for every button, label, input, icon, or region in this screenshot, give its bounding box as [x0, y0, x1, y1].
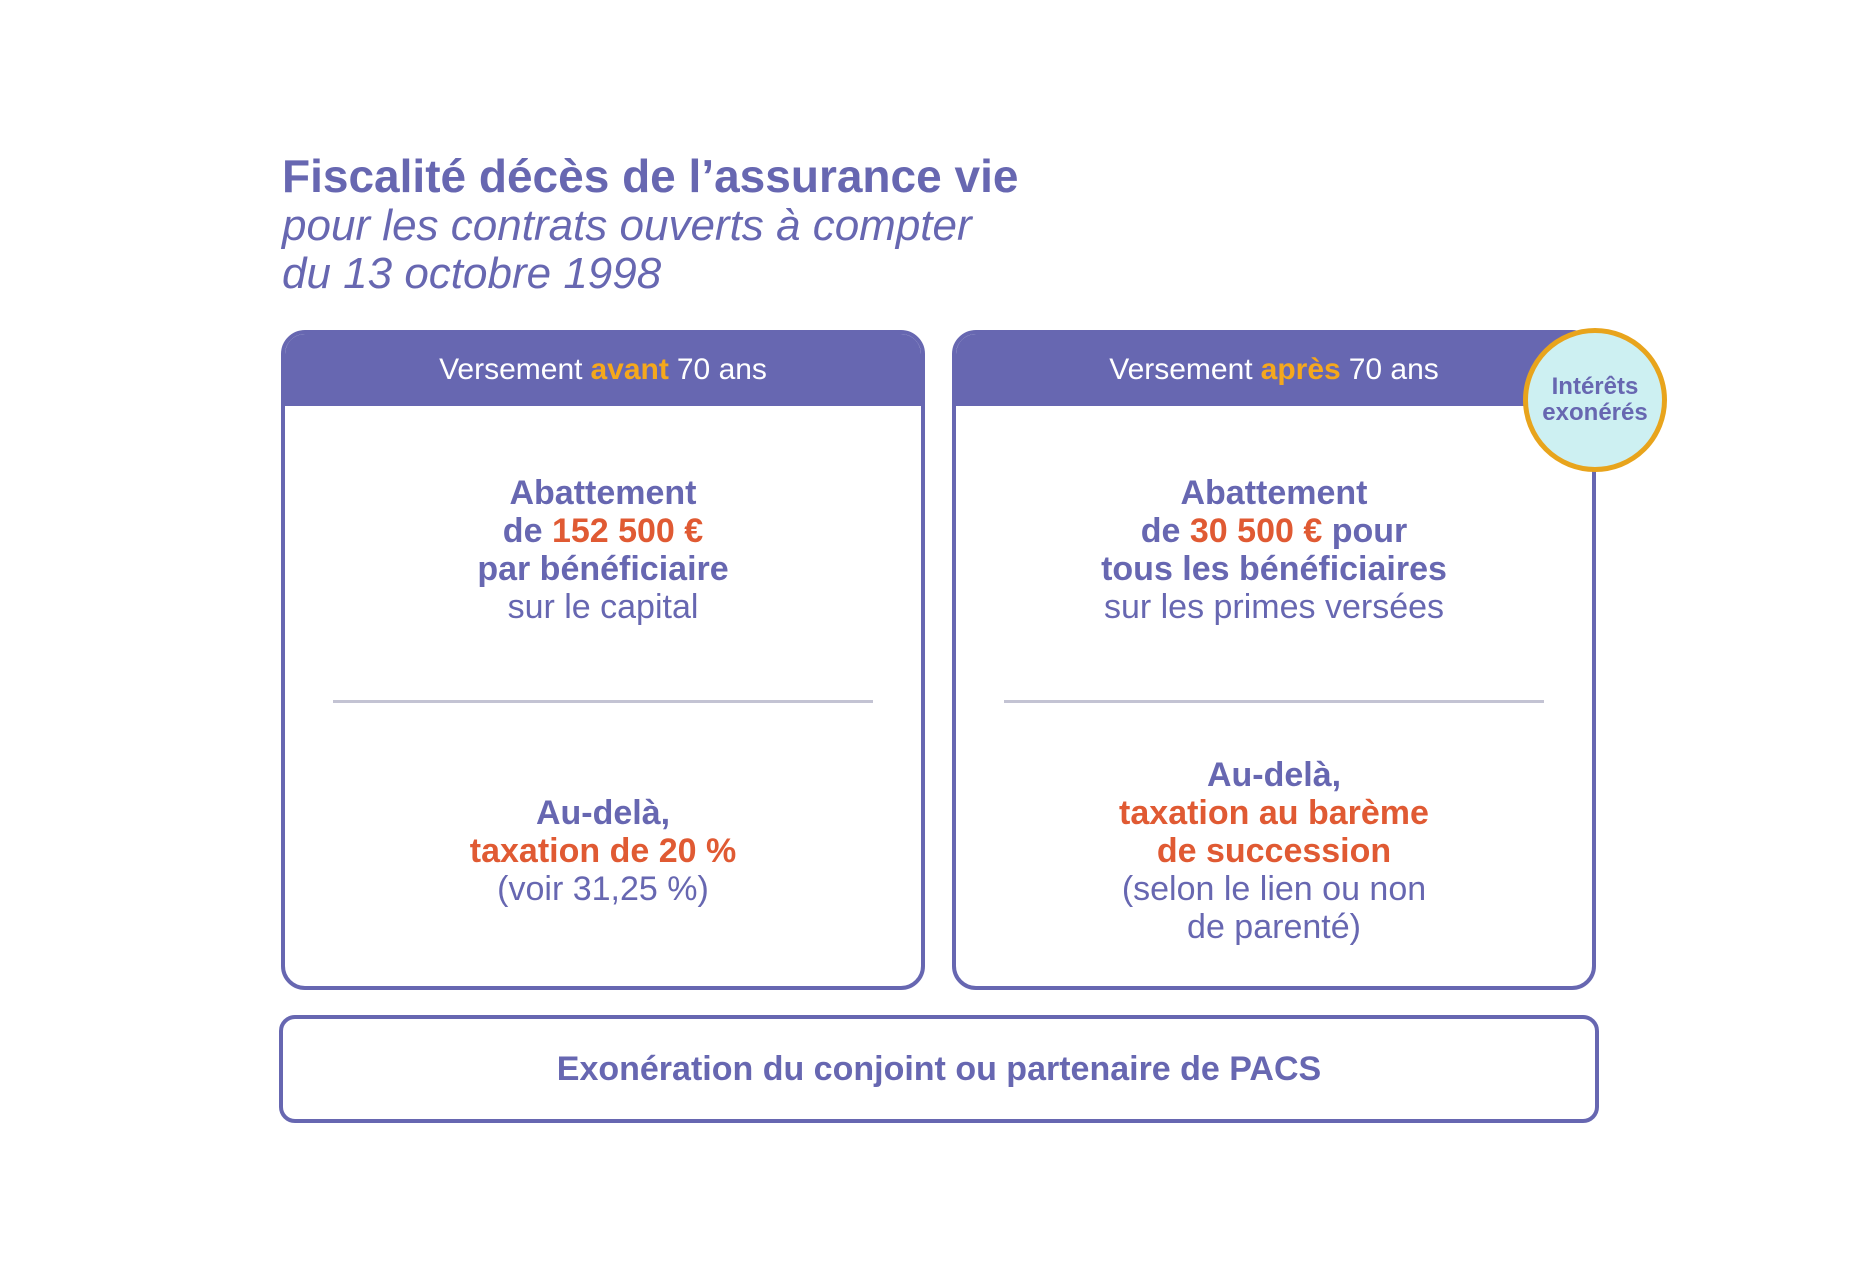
card-before-70-header [285, 334, 921, 406]
header-suffix: 70 ans [1348, 353, 1439, 386]
section-divider [1004, 700, 1544, 703]
taxation-line-3: de succession [1156, 832, 1392, 870]
allowance-line-3: par bénéficiaire [477, 550, 729, 588]
header-suffix: 70 ans [676, 353, 767, 386]
page-title: Fiscalité décès de l’assurance vie [282, 150, 1019, 202]
taxation-line-3: (voir 31,25 %) [497, 870, 709, 908]
taxation-line-2: taxation au barème [1119, 794, 1429, 832]
allowance-line-2 [956, 512, 1592, 550]
card-after-70 [952, 330, 1596, 990]
allowance-section [285, 474, 921, 626]
allowance-prefix: de [1140, 512, 1181, 550]
header-accent: avant [590, 353, 669, 386]
allowance-line-1: Abattement [1180, 474, 1368, 512]
card-before-70 [281, 330, 925, 990]
allowance-line-4: sur le capital [507, 588, 699, 626]
header-accent: après [1260, 353, 1341, 386]
allowance-suffix: pour [1331, 512, 1408, 550]
spouse-exemption-text: Exonération du conjoint ou partenaire de PACS [556, 1049, 1322, 1088]
allowance-line-4: sur les primes versées [1103, 588, 1445, 626]
taxation-line-2: taxation de 20 % [469, 832, 737, 870]
card-after-70-header [956, 334, 1592, 406]
allowance-line-1: Abattement [509, 474, 697, 512]
taxation-line-4: (selon le lien ou non [1121, 870, 1427, 908]
taxation-section [956, 756, 1592, 946]
badge-line-2: exonérés [1542, 399, 1648, 426]
taxation-line-1: Au-delà, [1206, 756, 1342, 794]
subtitle-line-1: pour les contrats ouverts à compter [282, 201, 972, 250]
interest-exempt-badge [1523, 328, 1667, 472]
taxation-line-1: Au-delà, [535, 794, 671, 832]
taxation-section [285, 794, 921, 908]
allowance-prefix: de [502, 512, 543, 550]
allowance-amount: 152 500 € [551, 512, 704, 550]
header-prefix: Versement [1109, 353, 1253, 386]
allowance-line-2 [285, 512, 921, 550]
title-block [282, 150, 1018, 298]
spouse-exemption-box [279, 1015, 1599, 1123]
allowance-amount: 30 500 € [1189, 512, 1323, 550]
allowance-line-3: tous les bénéficiaires [1101, 550, 1447, 588]
section-divider [333, 700, 873, 703]
badge-line-1: Intérêts [1551, 373, 1639, 400]
allowance-section [956, 474, 1592, 626]
header-prefix: Versement [439, 353, 583, 386]
subtitle-line-2: du 13 octobre 1998 [282, 249, 662, 298]
taxation-line-5: de parenté) [1187, 908, 1361, 946]
